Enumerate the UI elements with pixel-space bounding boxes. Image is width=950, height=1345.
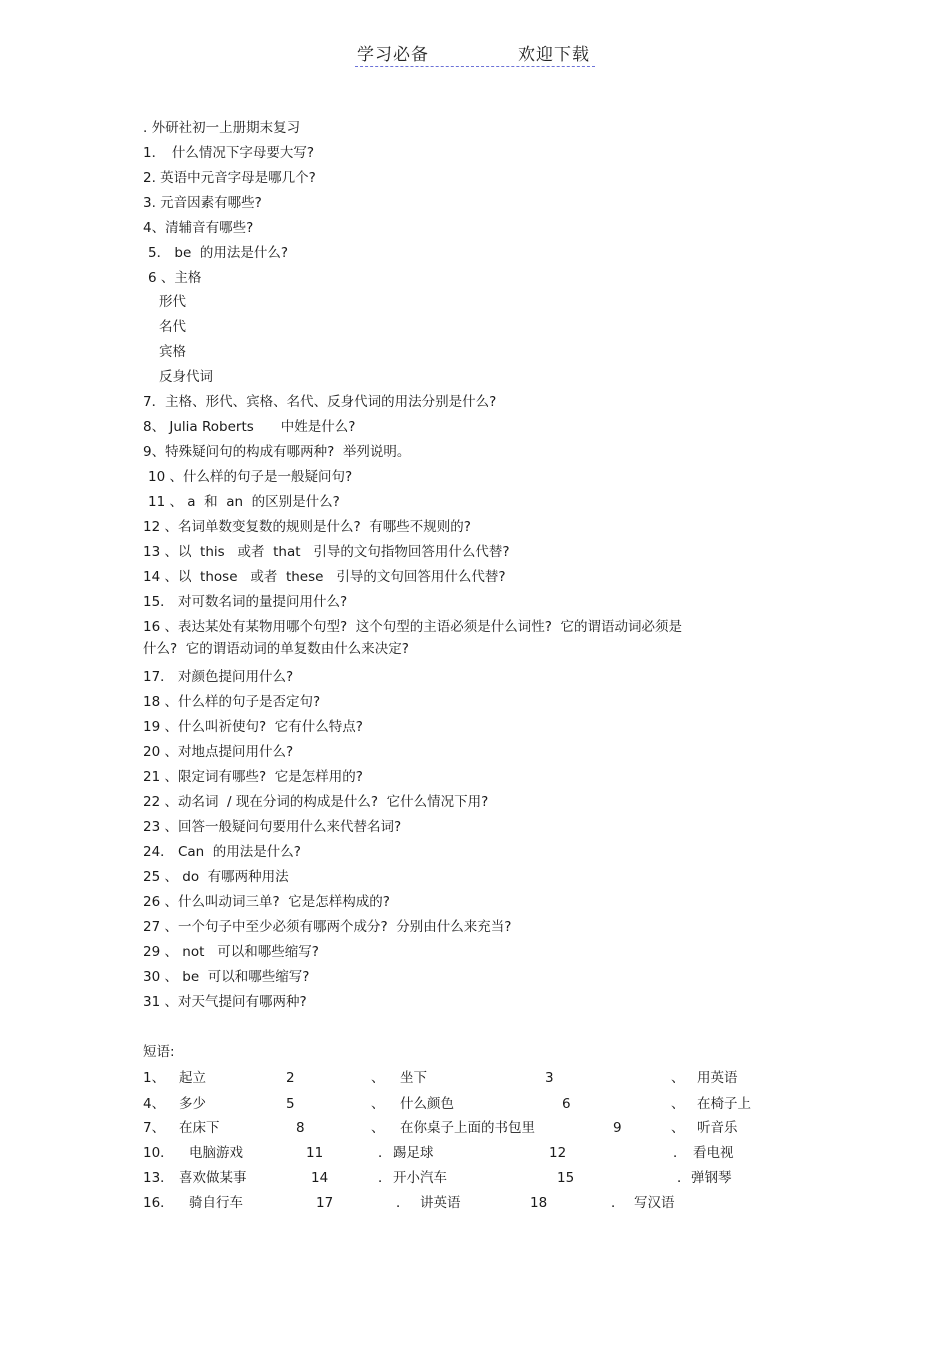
question-item: 16 、表达某处有某物用哪个句型? 这个句型的主语必须是什么词性? 它的谓语动词必须是 bbox=[143, 619, 682, 635]
phrase-cell: 用英语 bbox=[697, 1070, 738, 1086]
question-item: 5． be 的用法是什么? bbox=[148, 245, 289, 261]
question-item: 25 、 do 有哪两种用法 bbox=[143, 869, 289, 885]
header-right-text: 欢迎下载 bbox=[518, 45, 590, 65]
phrase-cell: 、 bbox=[671, 1120, 685, 1136]
question-item: 14 、以 those 或者 these 引导的文句回答用什么代替? bbox=[143, 569, 506, 585]
question-item: 6 、主格 bbox=[148, 270, 202, 286]
phrase-cell: 15 bbox=[557, 1170, 575, 1186]
phrase-cell: 10． bbox=[143, 1145, 174, 1161]
question-item: 反身代词 bbox=[159, 369, 213, 385]
question-item: 27 、一个句子中至少必须有哪两个成分? 分别由什么来充当? bbox=[143, 919, 512, 935]
question-item: 2. 英语中元音字母是哪几个? bbox=[143, 170, 316, 186]
phrase-cell: 弹钢琴 bbox=[691, 1170, 732, 1186]
phrase-cell: 喜欢做某事 bbox=[179, 1170, 247, 1186]
question-item: 名代 bbox=[159, 319, 186, 335]
question-item: 29 、 not 可以和哪些缩写? bbox=[143, 944, 319, 960]
phrase-cell: 13． bbox=[143, 1170, 174, 1186]
phrase-cell: 开小汽车 bbox=[393, 1170, 447, 1186]
phrase-cell: 在椅子上 bbox=[697, 1096, 751, 1112]
phrase-cell: ． bbox=[396, 1195, 410, 1211]
phrase-cell: 6 bbox=[562, 1096, 571, 1112]
question-item: 1． 什么情况下字母要大写? bbox=[143, 145, 315, 161]
phrase-cell: 7、 bbox=[143, 1120, 166, 1136]
question-item: 什么? 它的谓语动词的单复数由什么来决定? bbox=[143, 641, 409, 657]
phrase-cell: 在床下 bbox=[179, 1120, 220, 1136]
phrase-cell: 起立 bbox=[179, 1070, 206, 1086]
question-item: 17． 对颜色提问用什么? bbox=[143, 669, 294, 685]
question-item: 9、特殊疑问句的构成有哪两种? 举列说明。 bbox=[143, 444, 411, 460]
question-item: 7．主格、形代、宾格、名代、反身代词的用法分别是什么? bbox=[143, 394, 497, 410]
phrase-cell: 11 bbox=[306, 1145, 324, 1161]
question-item: 15． 对可数名词的量提问用什么? bbox=[143, 594, 348, 610]
page-header bbox=[355, 40, 595, 67]
phrase-cell: 坐下 bbox=[400, 1070, 427, 1086]
phrase-cell: ． bbox=[677, 1170, 691, 1186]
document-title: . 外研社初一上册期末复习 bbox=[143, 120, 301, 136]
question-item: 24． Can 的用法是什么? bbox=[143, 844, 301, 860]
question-item: 21 、限定词有哪些? 它是怎样用的? bbox=[143, 769, 363, 785]
phrase-cell: 什么颜色 bbox=[400, 1096, 454, 1112]
question-item: 形代 bbox=[159, 294, 186, 310]
question-item: 12 、名词单数变复数的规则是什么? 有哪些不规则的? bbox=[143, 519, 471, 535]
question-item: 20 、对地点提问用什么? bbox=[143, 744, 294, 760]
question-item: 宾格 bbox=[159, 344, 186, 360]
phrases-heading: 短语: bbox=[143, 1044, 175, 1060]
phrase-cell: 、 bbox=[371, 1120, 385, 1136]
phrase-cell: 16． bbox=[143, 1195, 174, 1211]
question-item: 18 、什么样的句子是否定句? bbox=[143, 694, 321, 710]
question-item: 4、清辅音有哪些? bbox=[143, 220, 254, 236]
phrase-cell: 踢足球 bbox=[393, 1145, 434, 1161]
question-item: 10 、什么样的句子是一般疑问句? bbox=[148, 469, 353, 485]
phrase-cell: 讲英语 bbox=[420, 1195, 461, 1211]
question-item: 26 、什么叫动词三单? 它是怎样构成的? bbox=[143, 894, 390, 910]
phrase-cell: 4、 bbox=[143, 1096, 166, 1112]
phrase-cell: 电脑游戏 bbox=[189, 1145, 243, 1161]
phrase-cell: 3 bbox=[545, 1070, 554, 1086]
question-item: 13 、以 this 或者 that 引导的文句指物回答用什么代替? bbox=[143, 544, 510, 560]
header-left-text: 学习必备 bbox=[357, 45, 429, 65]
question-item: 8、 Julia Roberts 中姓是什么? bbox=[143, 419, 356, 435]
phrase-cell: 、 bbox=[371, 1096, 385, 1112]
question-item: 30 、 be 可以和哪些缩写? bbox=[143, 969, 310, 985]
phrase-cell: 看电视 bbox=[693, 1145, 734, 1161]
question-item: 3. 元音因素有哪些? bbox=[143, 195, 262, 211]
phrase-cell: 在你桌子上面的书包里 bbox=[400, 1120, 535, 1136]
phrase-cell: ． bbox=[378, 1170, 392, 1186]
question-item: 31 、对天气提问有哪两种? bbox=[143, 994, 307, 1010]
phrase-cell: 5 bbox=[286, 1096, 295, 1112]
phrase-cell: 、 bbox=[671, 1096, 685, 1112]
phrase-cell: 骑自行车 bbox=[189, 1195, 243, 1211]
question-item: 19 、什么叫祈使句? 它有什么特点? bbox=[143, 719, 363, 735]
question-item: 23 、回答一般疑问句要用什么来代替名词? bbox=[143, 819, 402, 835]
phrase-cell: 、 bbox=[371, 1070, 385, 1086]
phrase-cell: 1、 bbox=[143, 1070, 166, 1086]
phrase-cell: 12 bbox=[549, 1145, 567, 1161]
phrase-cell: 2 bbox=[286, 1070, 295, 1086]
phrase-cell: 、 bbox=[671, 1070, 685, 1086]
phrase-cell: ． bbox=[673, 1145, 687, 1161]
phrase-cell: 17 bbox=[316, 1195, 334, 1211]
phrase-cell: ． bbox=[611, 1195, 625, 1211]
phrase-cell: 18 bbox=[530, 1195, 548, 1211]
question-item: 11 、 a 和 an 的区别是什么? bbox=[148, 494, 340, 510]
phrase-cell: 8 bbox=[296, 1120, 305, 1136]
phrase-cell: ． bbox=[378, 1145, 392, 1161]
phrase-cell: 9 bbox=[613, 1120, 622, 1136]
phrase-cell: 多少 bbox=[179, 1096, 206, 1112]
phrase-cell: 写汉语 bbox=[634, 1195, 675, 1211]
phrase-cell: 听音乐 bbox=[697, 1120, 738, 1136]
question-item: 22 、动名词 / 现在分词的构成是什么? 它什么情况下用? bbox=[143, 794, 489, 810]
phrase-cell: 14 bbox=[311, 1170, 329, 1186]
